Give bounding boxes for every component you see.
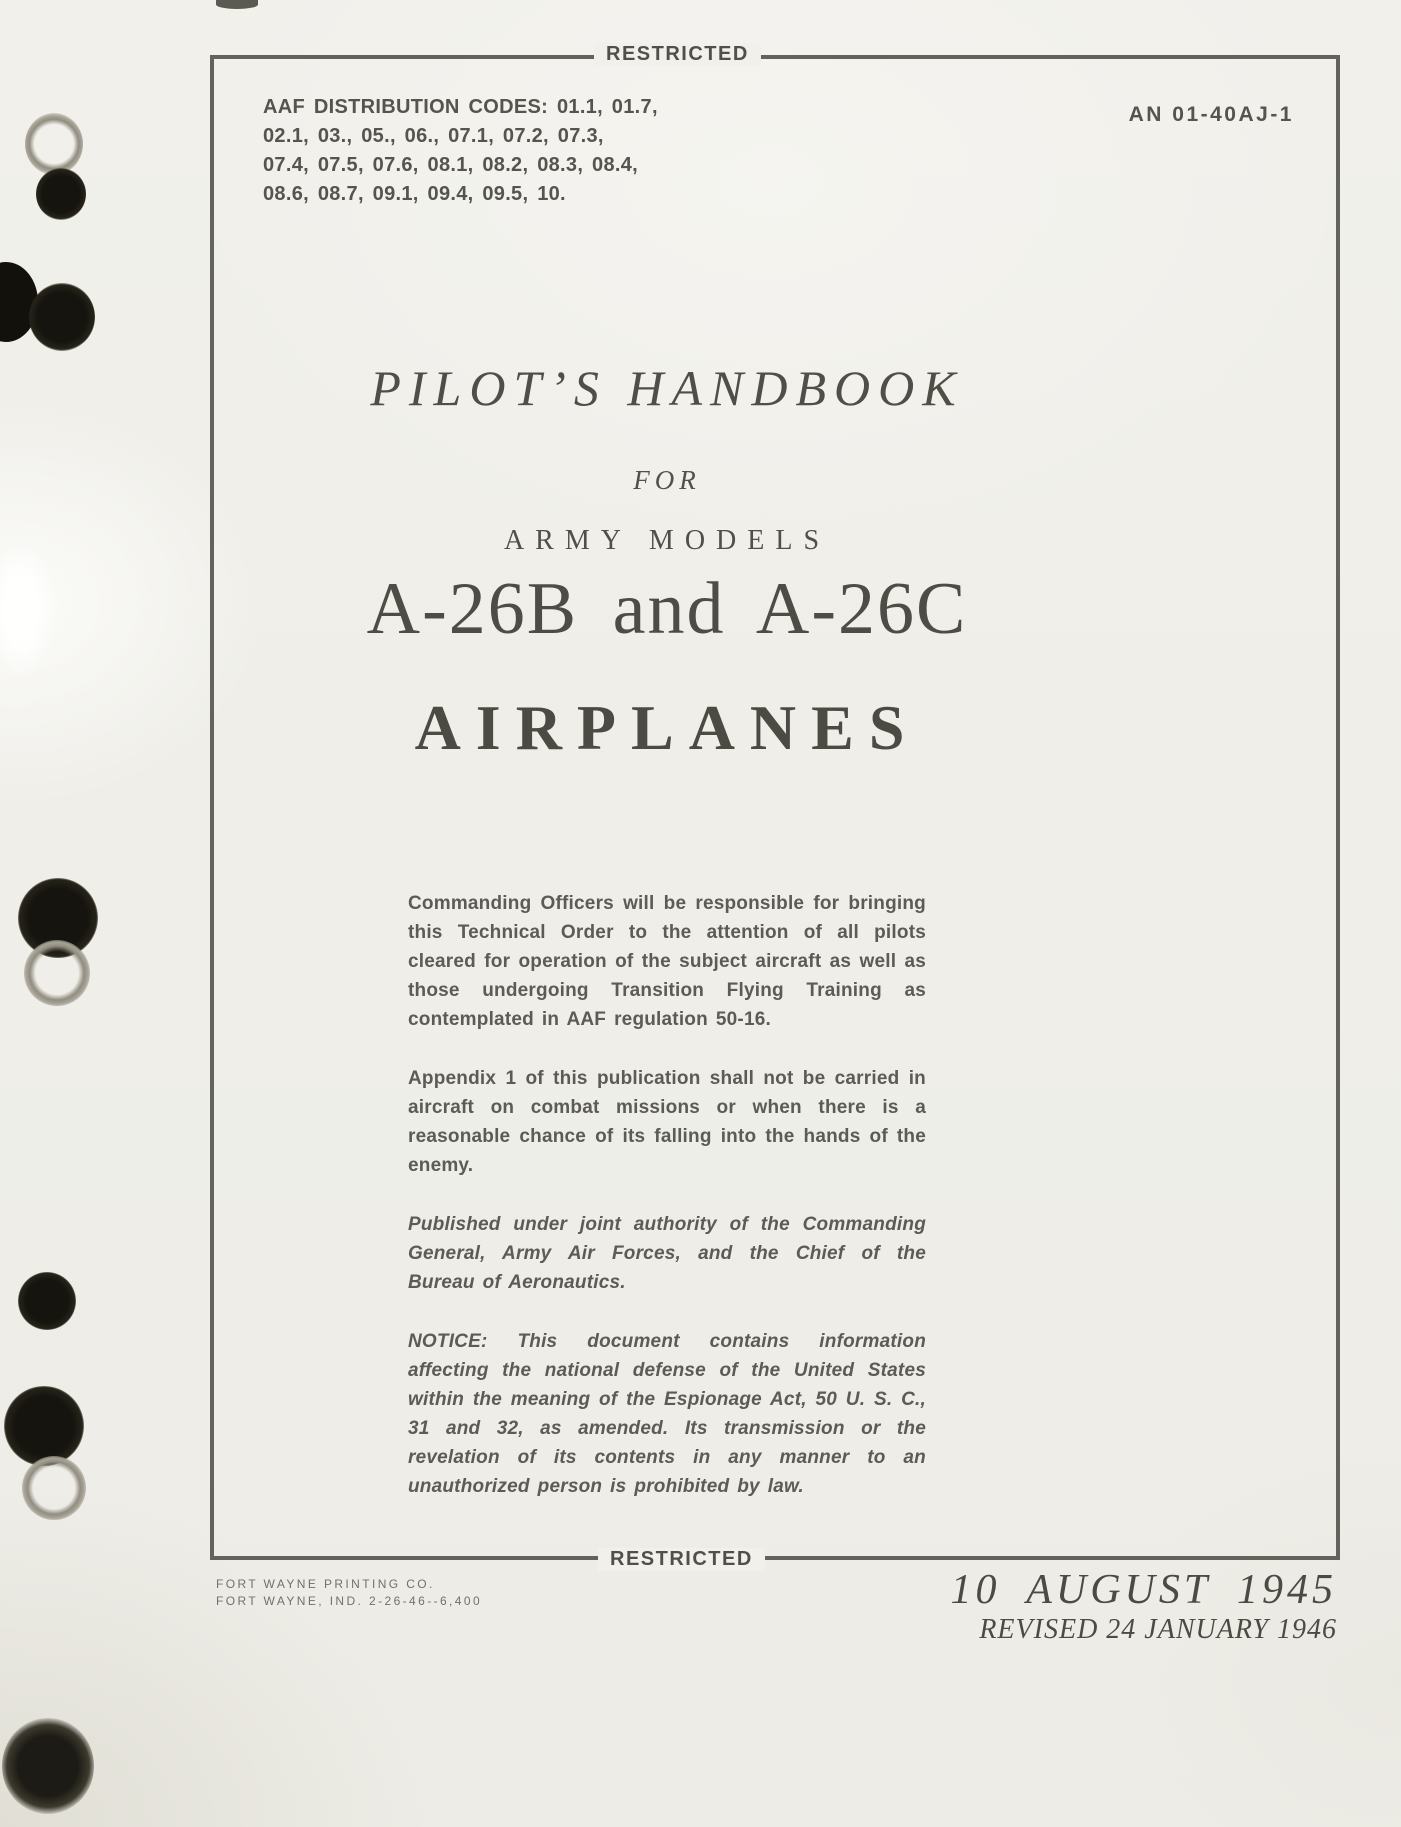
punch-hole-ring [25, 113, 83, 175]
scan-smudge [216, 0, 258, 9]
title-model-designations: A-26B and A-26C [366, 568, 968, 650]
paragraph-commanding-officers: Commanding Officers will be responsible for bringing this Technical Order to the attention of all pilots cleared for operation of the subject aircraft as well as those undergoing Transition Flying Training as contemplated in AAF regulation 50-16. [408, 893, 926, 1030]
paragraph-appendix-restriction: Appendix 1 of this publication shall not be carried in aircraft on combat missions or when there is a reasonable chance of its falling into the hands of the enemy. [408, 1068, 926, 1176]
punch-hole-ring [24, 940, 90, 1006]
paragraph-espionage-notice: NOTICE: This document contains information affecting the national defense of the United States within the meaning of the Espionage Act, 50 U. S. C., 31 and 32, as amended. Its transmission or the revelation of its contents in any manner to an unauthorized person is prohibited by law. [408, 1331, 926, 1497]
distribution-codes-line: 08.6, 08.7, 09.1, 09.4, 09.5, 10. [263, 183, 566, 205]
punch-hole [18, 1272, 76, 1330]
title-for: FOR [633, 465, 701, 495]
distribution-codes-line: 02.1, 03., 05., 06., 07.1, 07.2, 07.3, [263, 125, 604, 147]
punch-hole [29, 283, 95, 351]
title-army-models: ARMY MODELS [503, 525, 831, 556]
paper-crease [0, 540, 56, 680]
paragraph-publication-authority: Published under joint authority of the Commanding General, Army Air Forces, and the Chief of the Bureau of Aeronautics. [408, 1214, 926, 1293]
classification-banner-bottom: RESTRICTED [598, 1548, 765, 1571]
title-airplanes: AIRPLANES [414, 692, 920, 763]
revision-date: REVISED 24 JANUARY 1946 [979, 1614, 1337, 1645]
printer-info [216, 1576, 482, 1610]
distribution-codes [263, 93, 658, 209]
publication-date: 10 AUGUST 1945 [950, 1567, 1337, 1613]
punch-hole [2, 1718, 94, 1814]
printer-location-run: FORT WAYNE, IND. 2-26-46--6,400 [216, 1594, 483, 1608]
punch-hole [36, 168, 86, 220]
publication-date-block [951, 1568, 1338, 1646]
punch-hole [4, 1386, 84, 1466]
title-handbook: PILOT’S HANDBOOK [370, 360, 964, 416]
distribution-codes-line: AAF DISTRIBUTION CODES: 01.1, 01.7, [263, 96, 658, 118]
border-frame [210, 43, 1340, 1570]
printer-name: FORT WAYNE PRINTING CO. [216, 1577, 435, 1591]
document-number: AN 01-40AJ-1 [1128, 103, 1294, 126]
classification-banner-top: RESTRICTED [594, 43, 761, 66]
distribution-codes-line: 07.4, 07.5, 07.6, 08.1, 08.2, 08.3, 08.4, [263, 154, 639, 176]
notice-paragraphs [408, 889, 926, 1531]
punch-hole-ring [22, 1456, 86, 1520]
